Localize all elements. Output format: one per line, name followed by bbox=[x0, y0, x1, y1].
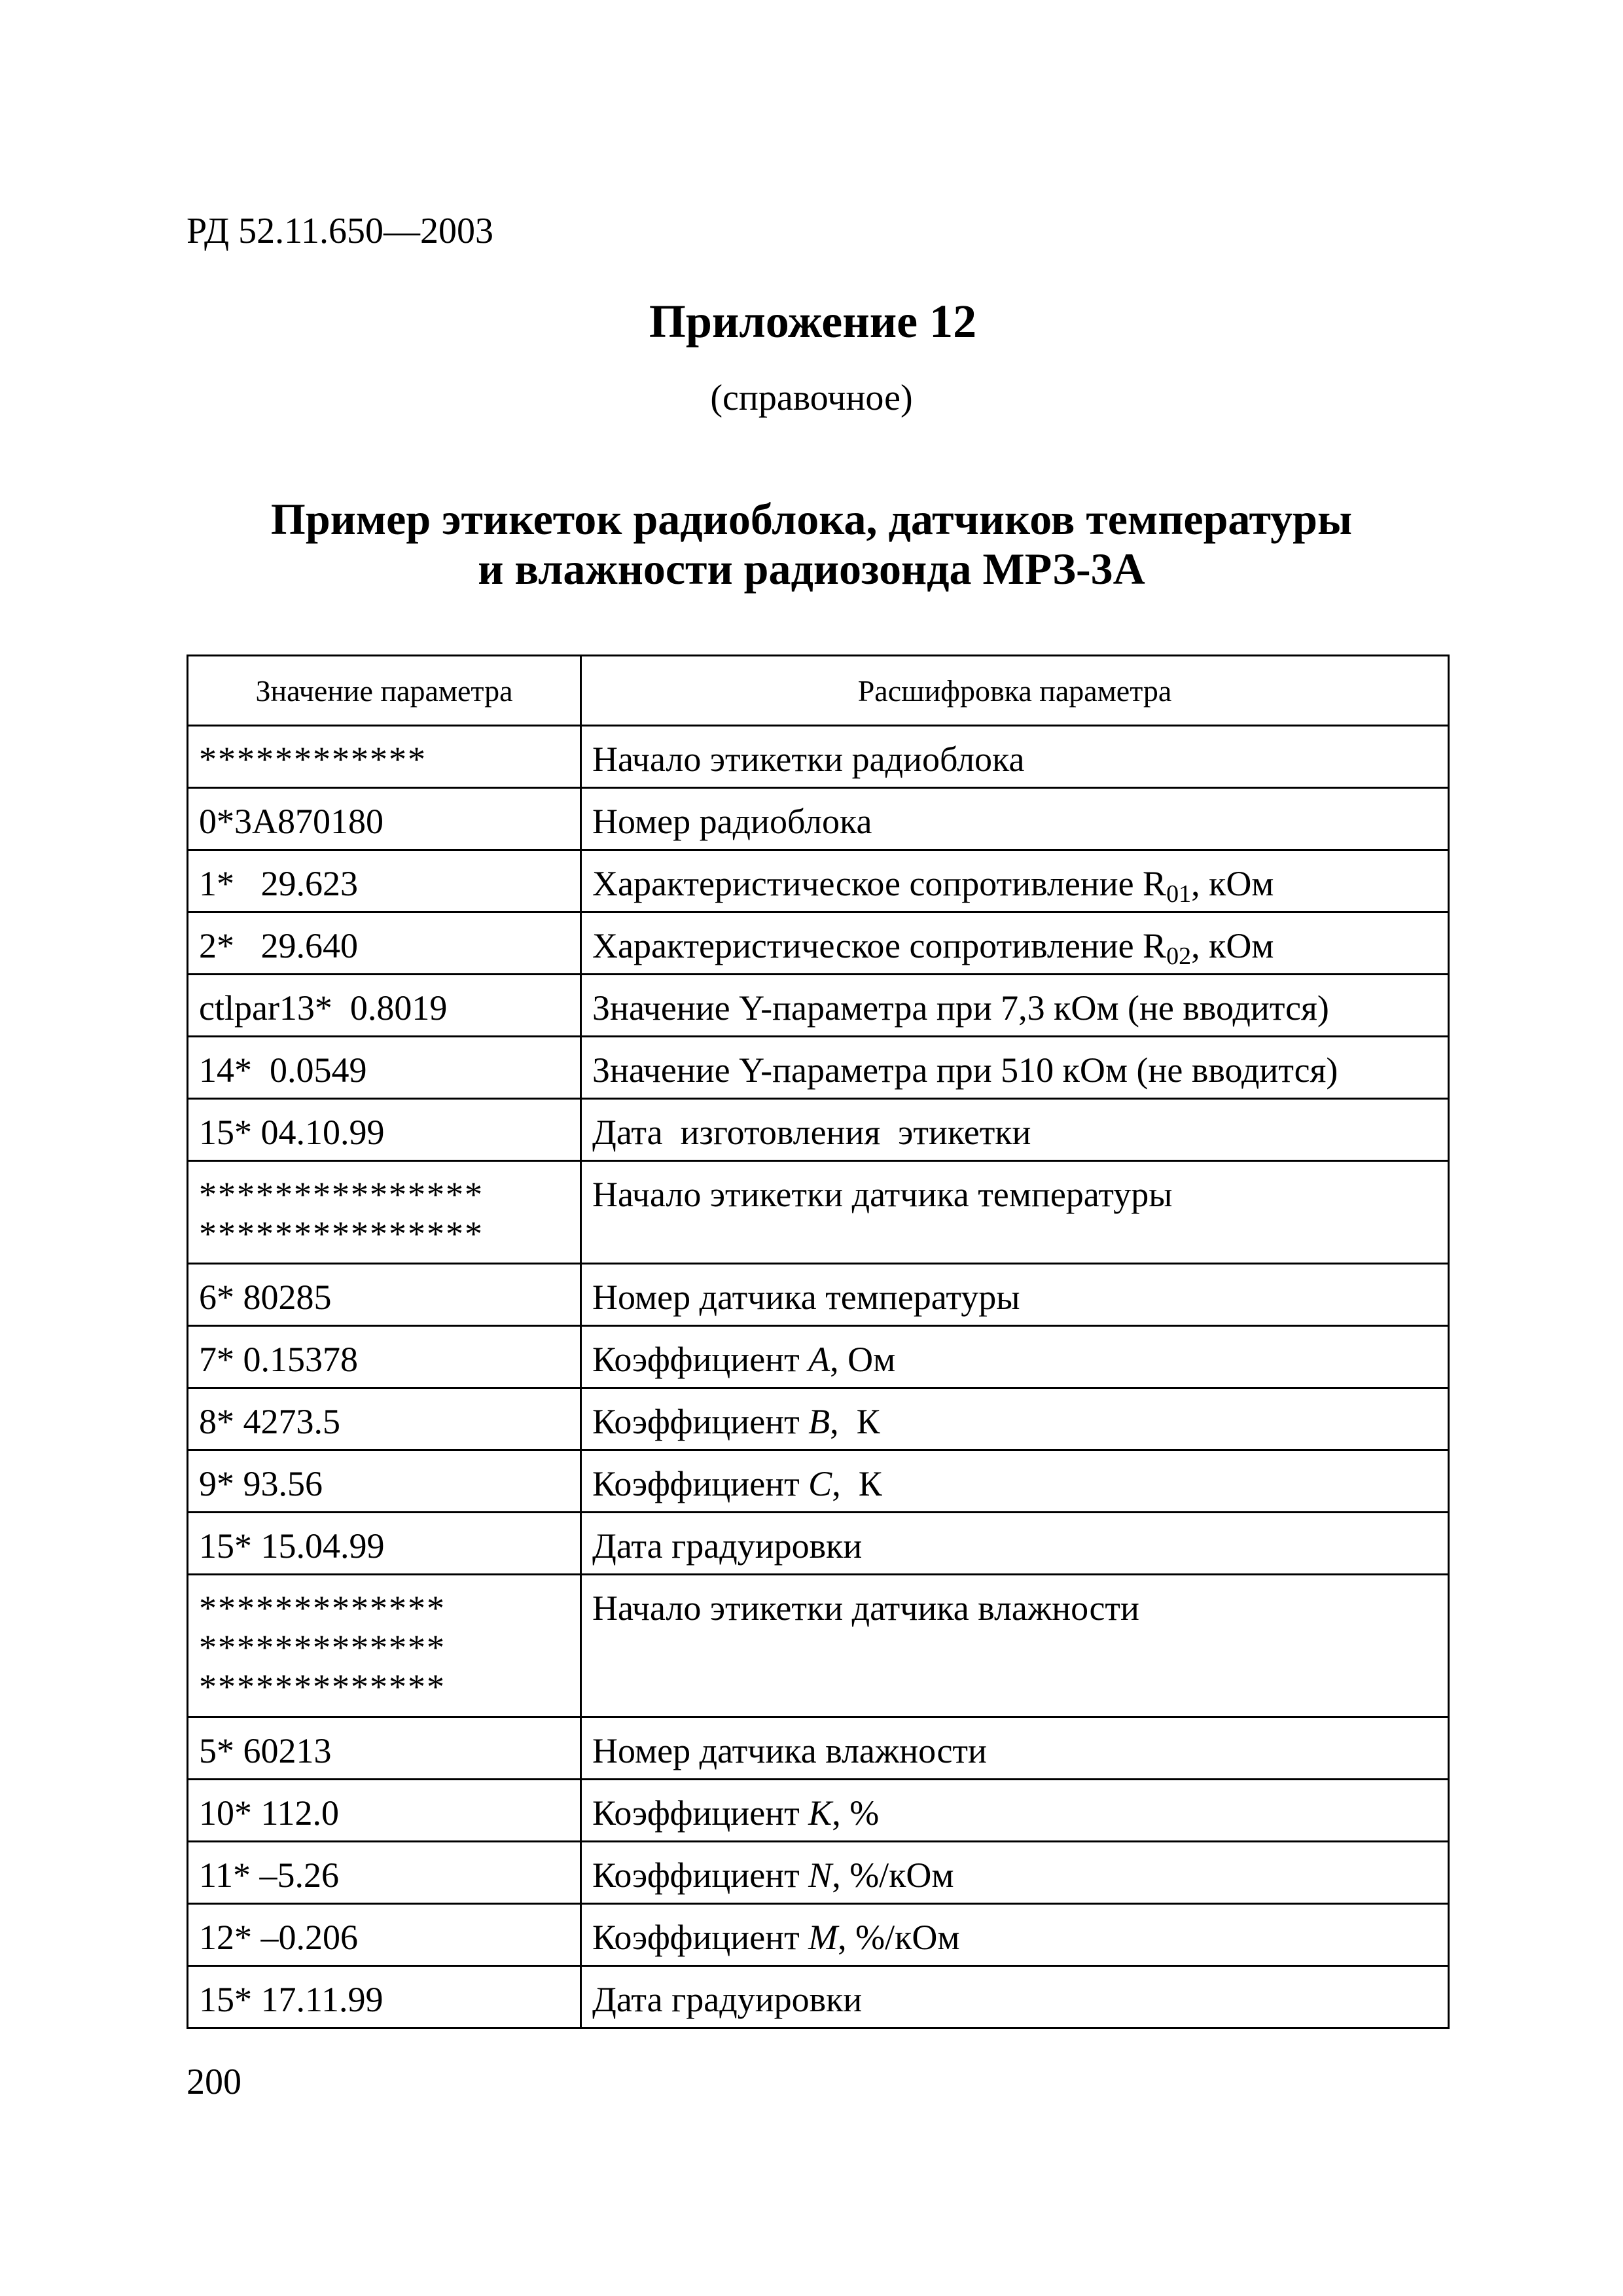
heading-line-1: Пример этикеток радиоблока, датчиков температуры bbox=[270, 494, 1353, 544]
param-value: ************ bbox=[188, 726, 581, 788]
param-description: Характеристическое сопротивление $R_{01}$, кОм bbox=[581, 850, 1449, 912]
table-row bbox=[188, 1388, 1449, 1450]
page-number: 200 bbox=[187, 2062, 241, 2102]
param-value: 15* 17.11.99 bbox=[188, 1966, 581, 2028]
appendix-title: Приложение 12 bbox=[649, 295, 977, 348]
param-value: 5* 60213 bbox=[188, 1717, 581, 1780]
table-row bbox=[188, 1326, 1449, 1388]
section-heading bbox=[0, 494, 1623, 594]
document-code: РД 52.11.650—2003 bbox=[187, 211, 494, 251]
param-description: Значение Y-параметра при 7,3 кОм (не вводится) bbox=[581, 975, 1449, 1037]
param-value: ************* ************* ************* bbox=[188, 1575, 581, 1717]
header-description: Расшифровка параметра bbox=[581, 656, 1449, 726]
param-description: Дата градуировки bbox=[581, 1966, 1449, 2028]
heading-line-2: и влажности радиозонда МРЗ-3А bbox=[478, 544, 1145, 594]
table-row bbox=[188, 1575, 1449, 1717]
param-value: 12* –0.206 bbox=[188, 1904, 581, 1966]
param-description: Номер датчика температуры bbox=[581, 1264, 1449, 1326]
table-row bbox=[188, 1037, 1449, 1099]
table-row bbox=[188, 1099, 1449, 1161]
table-row bbox=[188, 1513, 1449, 1575]
param-value: 1* 29.623 bbox=[188, 850, 581, 912]
param-description: Дата градуировки bbox=[581, 1513, 1449, 1575]
param-description: Дата изготовления этикетки bbox=[581, 1099, 1449, 1161]
param-description: Значение Y-параметра при 510 кОм (не вводится) bbox=[581, 1037, 1449, 1099]
table-row bbox=[188, 1904, 1449, 1966]
table-row bbox=[188, 788, 1449, 850]
param-description: Коэффициент N, %/кОм bbox=[581, 1842, 1449, 1904]
param-value: ctlpar13* 0.8019 bbox=[188, 975, 581, 1037]
table-row bbox=[188, 1966, 1449, 2028]
table-row bbox=[188, 1717, 1449, 1780]
table-row bbox=[188, 1450, 1449, 1513]
header-value: Значение параметра bbox=[188, 656, 581, 726]
table-row bbox=[188, 1780, 1449, 1842]
param-value: 8* 4273.5 bbox=[188, 1388, 581, 1450]
param-description: Характеристическое сопротивление $R_{02}$, кОм bbox=[581, 912, 1449, 975]
param-value: 15* 15.04.99 bbox=[188, 1513, 581, 1575]
param-value: 0*3A870180 bbox=[188, 788, 581, 850]
param-description: Коэффициент M, %/кОм bbox=[581, 1904, 1449, 1966]
param-value: 6* 80285 bbox=[188, 1264, 581, 1326]
param-description: Номер датчика влажности bbox=[581, 1717, 1449, 1780]
table-row bbox=[188, 1264, 1449, 1326]
table-row bbox=[188, 975, 1449, 1037]
param-value: 2* 29.640 bbox=[188, 912, 581, 975]
param-description: Коэффициент C, К bbox=[581, 1450, 1449, 1513]
param-value: 9* 93.56 bbox=[188, 1450, 581, 1513]
table-row bbox=[188, 1842, 1449, 1904]
table-row bbox=[188, 1161, 1449, 1264]
table-row bbox=[188, 912, 1449, 975]
param-description: Коэффициент B, К bbox=[581, 1388, 1449, 1450]
param-description: Коэффициент A, Ом bbox=[581, 1326, 1449, 1388]
parameters-table bbox=[187, 655, 1450, 2029]
param-value: 7* 0.15378 bbox=[188, 1326, 581, 1388]
param-description: Начало этикетки датчика температуры bbox=[581, 1161, 1449, 1264]
param-value: *************** *************** bbox=[188, 1161, 581, 1264]
param-value: 11* –5.26 bbox=[188, 1842, 581, 1904]
param-value: 10* 112.0 bbox=[188, 1780, 581, 1842]
param-value: 14* 0.0549 bbox=[188, 1037, 581, 1099]
param-description: Номер радиоблока bbox=[581, 788, 1449, 850]
param-description: Начало этикетки датчика влажности bbox=[581, 1575, 1449, 1717]
appendix-note: (справочное) bbox=[710, 378, 913, 418]
table-row bbox=[188, 850, 1449, 912]
param-value: 15* 04.10.99 bbox=[188, 1099, 581, 1161]
table-header-row bbox=[188, 656, 1449, 726]
param-description: Коэффициент K, % bbox=[581, 1780, 1449, 1842]
table-row bbox=[188, 726, 1449, 788]
param-description: Начало этикетки радиоблока bbox=[581, 726, 1449, 788]
